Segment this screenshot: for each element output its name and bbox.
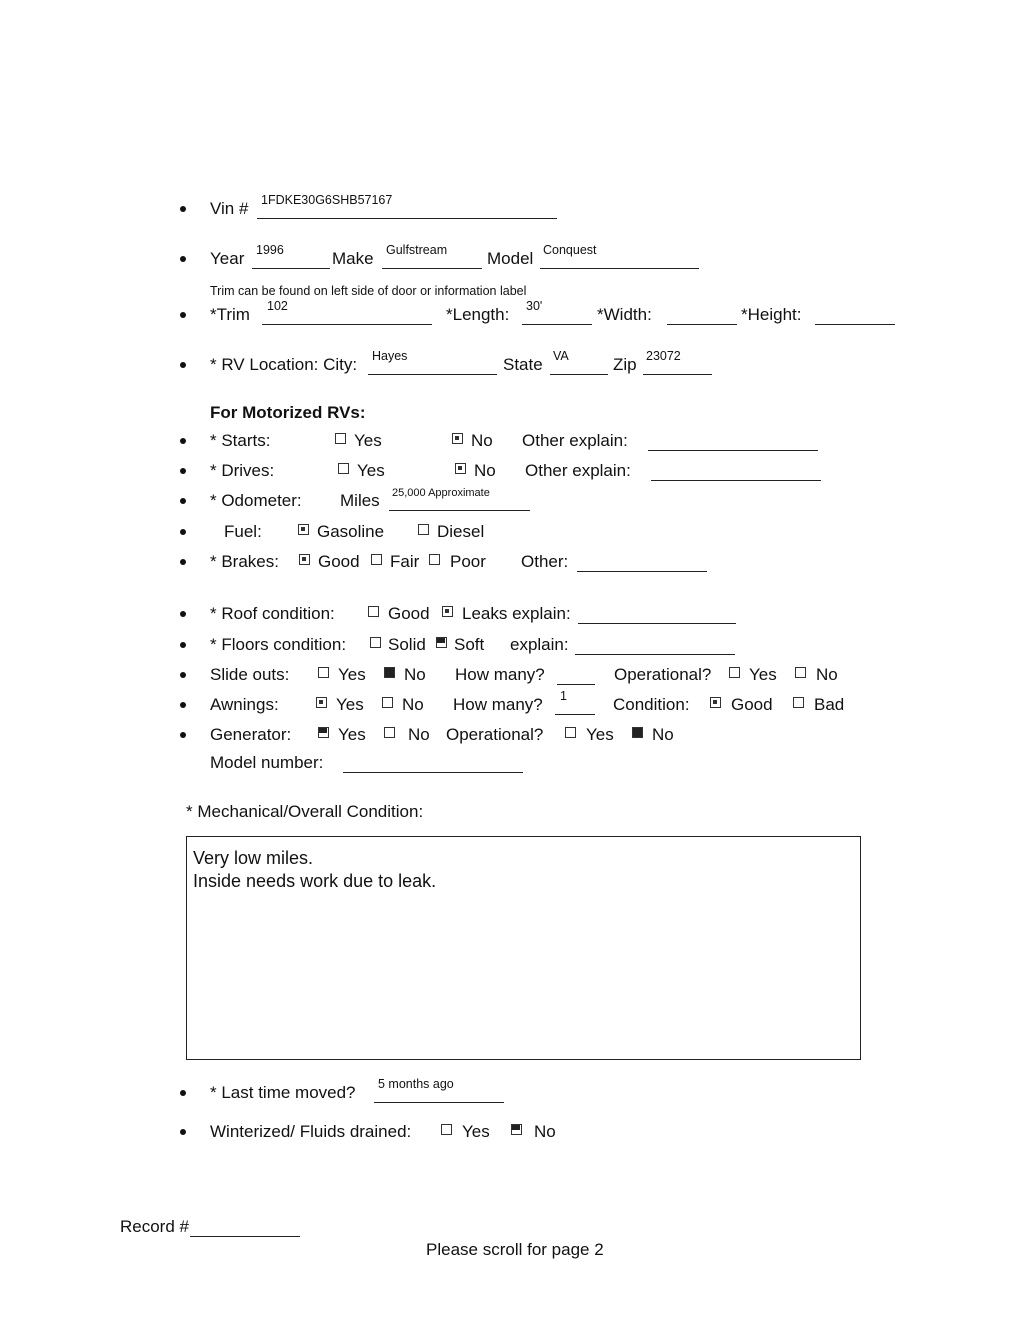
drives-other-field[interactable] — [651, 480, 821, 481]
drives-other-label: Other explain: — [525, 461, 631, 480]
miles-field[interactable] — [389, 510, 530, 511]
slideouts-no-label: No — [404, 665, 426, 684]
generator-yes-checkbox[interactable] — [318, 727, 329, 738]
generator-model-label: Model number: — [210, 753, 324, 772]
bullet — [180, 611, 186, 617]
make-value: Gulfstream — [386, 243, 448, 257]
drives-yes-label: Yes — [357, 461, 385, 480]
fuel-diesel-label: Diesel — [437, 522, 485, 541]
vin-field[interactable] — [257, 218, 557, 219]
condition-line: Very low miles. — [193, 848, 314, 868]
winterized-label: Winterized/ Fluids drained: — [210, 1122, 412, 1141]
odometer-label: * Odometer: — [210, 491, 302, 510]
height-field[interactable] — [815, 324, 895, 325]
roof-explain-field[interactable] — [578, 623, 736, 624]
trim-label: *Trim — [210, 305, 250, 324]
brakes-fair-label: Fair — [390, 552, 420, 571]
brakes-fair-checkbox[interactable] — [371, 554, 382, 565]
bullet — [180, 642, 186, 648]
fuel-label: Fuel: — [224, 522, 262, 541]
fuel-diesel-checkbox[interactable] — [418, 524, 429, 535]
trim-value: 102 — [267, 299, 288, 313]
floors-soft-label: Soft — [454, 635, 485, 654]
generator-op-no-label: No — [652, 725, 674, 744]
width-label: *Width: — [597, 305, 652, 324]
bullet — [180, 362, 186, 368]
slideouts-operational-label: Operational? — [614, 665, 712, 684]
motorized-heading-text: For Motorized RVs: — [210, 403, 366, 422]
brakes-poor-label: Poor — [450, 552, 486, 571]
slideouts-yes-checkbox[interactable] — [318, 667, 329, 678]
slideouts-no-checkbox[interactable] — [384, 667, 395, 678]
width-field[interactable] — [667, 324, 737, 325]
slideouts-op-no-label: No — [816, 665, 838, 684]
roof-good-label: Good — [388, 604, 430, 623]
awnings-yes-label: Yes — [336, 695, 364, 714]
drives-yes-checkbox[interactable] — [338, 463, 349, 474]
slideouts-howmany-label: How many? — [455, 665, 545, 684]
slideouts-yes-label: Yes — [338, 665, 366, 684]
generator-op-no-checkbox[interactable] — [632, 727, 643, 738]
awnings-howmany-field[interactable] — [555, 714, 595, 715]
roof-label: * Roof condition: — [210, 604, 335, 623]
model-field[interactable] — [540, 268, 699, 269]
vin-value: 1FDKE30G6SHB57167 — [261, 193, 393, 207]
trim-note-text: Trim can be found on left side of door or information label — [210, 284, 527, 298]
bullet — [180, 672, 186, 678]
starts-yes-label: Yes — [354, 431, 382, 450]
starts-yes-checkbox[interactable] — [335, 433, 346, 444]
slideouts-label: Slide outs: — [210, 665, 290, 684]
zip-label: Zip — [613, 355, 637, 374]
state-value: VA — [553, 349, 569, 363]
floors-solid-label: Solid — [388, 635, 426, 654]
brakes-good-label: Good — [318, 552, 360, 571]
winterized-no-label: No — [534, 1122, 556, 1141]
year-value: 1996 — [256, 243, 284, 257]
miles-label: Miles — [340, 491, 380, 510]
roof-leaks-checkbox[interactable] — [442, 606, 453, 617]
bullet — [180, 559, 186, 565]
awnings-good-checkbox[interactable] — [710, 697, 721, 708]
slideouts-op-yes-checkbox[interactable] — [729, 667, 740, 678]
awnings-label: Awnings: — [210, 695, 279, 714]
make-field[interactable] — [382, 268, 482, 269]
awnings-bad-checkbox[interactable] — [793, 697, 804, 708]
bullet — [180, 468, 186, 474]
bullet — [180, 732, 186, 738]
generator-model-field[interactable] — [343, 772, 523, 773]
zip-value: 23072 — [646, 349, 681, 363]
bullet — [180, 1090, 186, 1096]
length-value: 30' — [526, 299, 543, 313]
bullet — [180, 702, 186, 708]
drives-no-checkbox[interactable] — [455, 463, 466, 474]
floors-soft-checkbox[interactable] — [436, 637, 447, 648]
record-field[interactable] — [190, 1236, 300, 1237]
model-value: Conquest — [543, 243, 597, 257]
brakes-label: * Brakes: — [210, 552, 279, 571]
state-label: State — [503, 355, 543, 374]
awnings-yes-checkbox[interactable] — [316, 697, 327, 708]
city-value: Hayes — [372, 349, 408, 363]
make-label: Make — [332, 249, 374, 268]
last-moved-field[interactable] — [374, 1102, 504, 1103]
bullet — [180, 206, 186, 212]
generator-op-yes-label: Yes — [586, 725, 614, 744]
generator-operational-label: Operational? — [446, 725, 544, 744]
starts-no-checkbox[interactable] — [452, 433, 463, 444]
bullet — [180, 312, 186, 318]
height-label: *Height: — [741, 305, 802, 324]
slideouts-howmany-field[interactable] — [557, 684, 595, 685]
fuel-gasoline-label: Gasoline — [317, 522, 385, 541]
condition-textarea[interactable] — [186, 836, 861, 1060]
record-label: Record # — [120, 1217, 189, 1236]
bullet — [180, 256, 186, 262]
bullet — [180, 438, 186, 444]
floors-explain-field[interactable] — [575, 654, 735, 655]
drives-label: * Drives: — [210, 461, 275, 480]
winterized-yes-label: Yes — [462, 1122, 490, 1141]
awnings-no-checkbox[interactable] — [382, 697, 393, 708]
floors-explain-label: explain: — [510, 635, 569, 654]
starts-no-label: No — [471, 431, 493, 450]
state-field[interactable] — [550, 374, 608, 375]
slideouts-op-yes-label: Yes — [749, 665, 777, 684]
city-field[interactable] — [368, 374, 497, 375]
zip-field[interactable] — [643, 374, 712, 375]
generator-label: Generator: — [210, 725, 292, 744]
brakes-good-checkbox[interactable] — [299, 554, 310, 565]
model-label: Model — [487, 249, 534, 268]
awnings-count: 1 — [560, 689, 567, 703]
condition-line: Inside needs work due to leak. — [193, 871, 437, 891]
awnings-good-label: Good — [731, 695, 773, 714]
awnings-no-label: No — [402, 695, 424, 714]
roof-good-checkbox[interactable] — [368, 606, 379, 617]
bullet — [180, 529, 186, 535]
awnings-condition-label: Condition: — [613, 695, 690, 714]
year-label: Year — [210, 249, 245, 268]
brakes-other-label: Other: — [521, 552, 569, 571]
year-field[interactable] — [252, 268, 330, 269]
slideouts-op-no-checkbox[interactable] — [795, 667, 806, 678]
length-field[interactable] — [522, 324, 592, 325]
starts-other-field[interactable] — [648, 450, 818, 451]
brakes-poor-checkbox[interactable] — [429, 554, 440, 565]
condition-label: * Mechanical/Overall Condition: — [186, 802, 424, 821]
floors-solid-checkbox[interactable] — [370, 637, 381, 648]
vin-label: Vin # — [210, 199, 249, 218]
awnings-howmany-label: How many? — [453, 695, 543, 714]
starts-label: * Starts: — [210, 431, 271, 450]
roof-leaks-label: Leaks explain: — [462, 604, 571, 623]
starts-other-label: Other explain: — [522, 431, 628, 450]
location-label: * RV Location: City: — [210, 355, 358, 374]
last-moved-value: 5 months ago — [378, 1077, 454, 1091]
trim-field[interactable] — [262, 324, 432, 325]
last-moved-label: * Last time moved? — [210, 1083, 356, 1102]
bullet — [180, 498, 186, 504]
generator-yes-label: Yes — [338, 725, 366, 744]
winterized-no-checkbox[interactable] — [511, 1124, 522, 1135]
generator-no-label: No — [408, 725, 430, 744]
drives-no-label: No — [474, 461, 496, 480]
brakes-other-field[interactable] — [577, 571, 707, 572]
generator-op-yes-checkbox[interactable] — [565, 727, 576, 738]
miles-value: 25,000 Approximate — [392, 487, 490, 499]
footer-text: Please scroll for page 2 — [426, 1240, 604, 1259]
bullet — [180, 1129, 186, 1135]
awnings-bad-label: Bad — [814, 695, 845, 714]
floors-label: * Floors condition: — [210, 635, 347, 654]
length-label: *Length: — [446, 305, 510, 324]
generator-no-checkbox[interactable] — [384, 727, 395, 738]
fuel-gasoline-checkbox[interactable] — [298, 524, 309, 535]
winterized-yes-checkbox[interactable] — [441, 1124, 452, 1135]
